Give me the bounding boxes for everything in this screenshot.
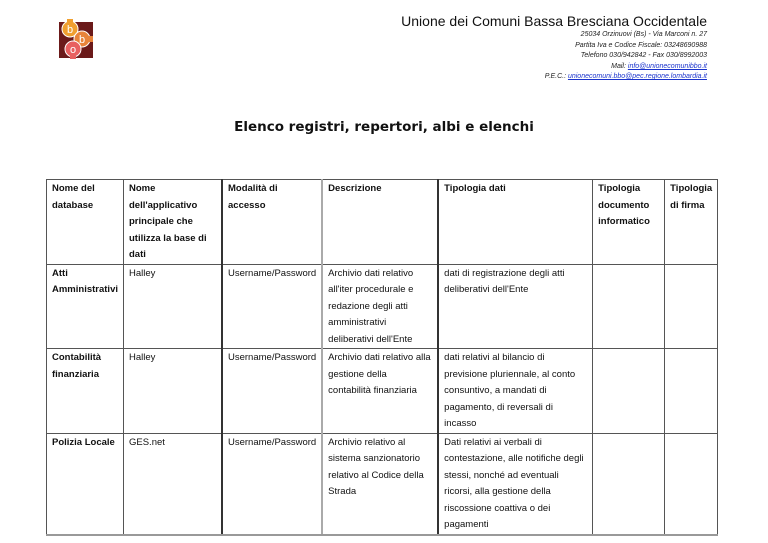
cell-application: Halley bbox=[124, 264, 223, 349]
mail-line bbox=[401, 62, 707, 73]
cell-signature-type bbox=[665, 433, 718, 535]
cell-data-type: dati relativi al bilancio di previsione pluriennale, al conto consuntivo, a mandati di pagamento, di reversali di incasso bbox=[438, 349, 593, 434]
cell-database-name: Atti Amministrativi bbox=[47, 264, 124, 349]
header-cell: Descrizione bbox=[322, 180, 438, 265]
cell-description: Archivio dati relativo all'iter procedurale e redazione degli atti amministrativi deliberativi dell'Ente bbox=[322, 264, 438, 349]
table-header-row bbox=[47, 180, 718, 265]
cell-data-type: Dati relativi ai verbali di contestazione, alle notifiche degli stessi, nonché ad eventuali ricorsi, alla gestione della riscossione coattiva o dei pagamenti bbox=[438, 433, 593, 535]
cell-access-mode: Username/Password bbox=[222, 349, 322, 434]
registry-table bbox=[46, 179, 718, 536]
header-cell: Modalità di accesso bbox=[222, 180, 322, 265]
cell-description: Archivio dati relativo alla gestione della contabilità finanziaria bbox=[322, 349, 438, 434]
header-cell: Tipologia di firma bbox=[665, 180, 718, 265]
cell-access-mode: Username/Password bbox=[222, 433, 322, 535]
address: 25034 Orzinuovi (Bs) - Via Marconi n. 27 bbox=[580, 31, 707, 38]
cell-database-name: Contabilità finanziaria bbox=[47, 349, 124, 434]
cell-application: GES.net bbox=[124, 433, 223, 535]
header-cell: Tipologia dati bbox=[438, 180, 593, 265]
vat-number: Partita Iva e Codice Fiscale: 03248690988 bbox=[575, 41, 707, 49]
svg-text:b: b bbox=[78, 34, 86, 46]
cell-description: Archivio relativo al sistema sanzionatorio relativo al Codice della Strada bbox=[322, 433, 438, 535]
cell-data-type: dati di registrazione degli atti deliberativi dell'Ente bbox=[438, 264, 593, 349]
mail-label: Mail: bbox=[611, 62, 628, 70]
pec-line bbox=[401, 72, 707, 83]
header-cell: Nome dell'applicativo principale che utilizza la base di dati bbox=[124, 180, 223, 265]
mail-link[interactable]: info@unionecomunibbo.it bbox=[627, 62, 707, 70]
cell-document-type bbox=[593, 433, 665, 535]
cell-access-mode: Username/Password bbox=[222, 264, 322, 349]
cell-application: Halley bbox=[124, 349, 223, 434]
header-cell: Nome del database bbox=[47, 180, 124, 265]
svg-text:o: o bbox=[69, 44, 77, 56]
pec-link[interactable]: unionecomuni.bbo@pec.regione.lombardia.it bbox=[567, 73, 707, 80]
cell-document-type bbox=[593, 349, 665, 434]
svg-text:b: b bbox=[66, 24, 74, 36]
logo-icon bbox=[58, 14, 94, 60]
organization-name: Unione dei Comuni Bassa Bresciana Occidentale bbox=[401, 13, 707, 29]
header-cell: Tipologia documento informatico bbox=[593, 180, 665, 265]
table-row bbox=[47, 264, 718, 349]
phone-fax: Telefono 030/942842 - Fax 030/8992003 bbox=[580, 52, 707, 59]
pec-label: P.E.C.: bbox=[544, 73, 568, 80]
cell-signature-type bbox=[665, 349, 718, 434]
table-row bbox=[47, 433, 718, 535]
cell-database-name: Polizia Locale bbox=[47, 433, 124, 535]
table-row bbox=[47, 349, 718, 434]
letterhead bbox=[401, 12, 707, 83]
cell-document-type bbox=[593, 264, 665, 349]
cell-signature-type bbox=[665, 264, 718, 349]
document-title: Elenco registri, repertori, albi e elenchi bbox=[234, 119, 534, 135]
logo bbox=[58, 14, 94, 60]
